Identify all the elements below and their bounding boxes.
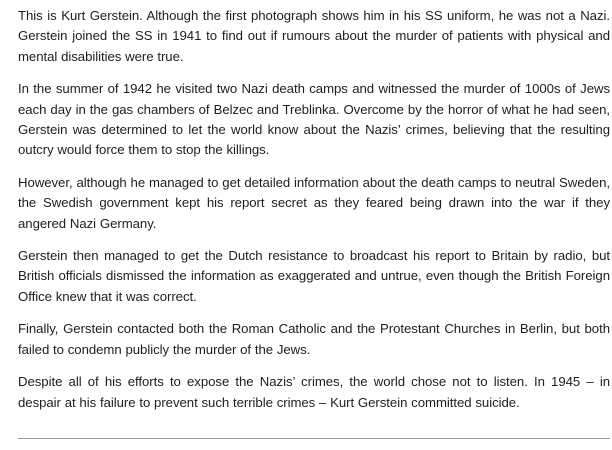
paragraph-3: However, although he managed to get detailed information about the death camps to neutral Sweden, the Swedish government kept his report secret as they feared being drawn into the war if they angered Nazi Germany.	[18, 174, 610, 231]
paragraph-2: In the summer of 1942 he visited two Nazi death camps and witnessed the murder of 1000s of Jews each day in the gas chambers of Belzec and Treblinka. Overcome by the horror of what he had seen, Gerstein was determined to let the world know about the Nazis’ crimes, believing that the resulting outcry would force them to stop the killings.	[18, 81, 610, 158]
paragraph-1: This is Kurt Gerstein. Although the first photograph shows him in his SS uniform, he was not a Nazi. Gerstein joined the SS in 1941 to find out if rumours about the murder of patients with physical and mental disabilities were true.	[18, 8, 610, 64]
bottom-divider	[18, 438, 610, 439]
paragraph-4: Gerstein then managed to get the Dutch resistance to broadcast his report to Britain by radio, but British officials dismissed the information as exaggerated and untrue, even though the British Foreign Office knew that it was correct.	[18, 248, 610, 304]
paragraph-5: Finally, Gerstein contacted both the Roman Catholic and the Protestant Churches in Berlin, but both failed to condemn publicly the murder of the Jews.	[18, 321, 610, 357]
paragraph-6: Despite all of his efforts to expose the Nazis’ crimes, the world chose not to listen. In 1945 – in despair at his failure to prevent such terrible crimes – Kurt Gerstein committed suicide.	[18, 374, 610, 410]
document-body	[18, 6, 610, 425]
